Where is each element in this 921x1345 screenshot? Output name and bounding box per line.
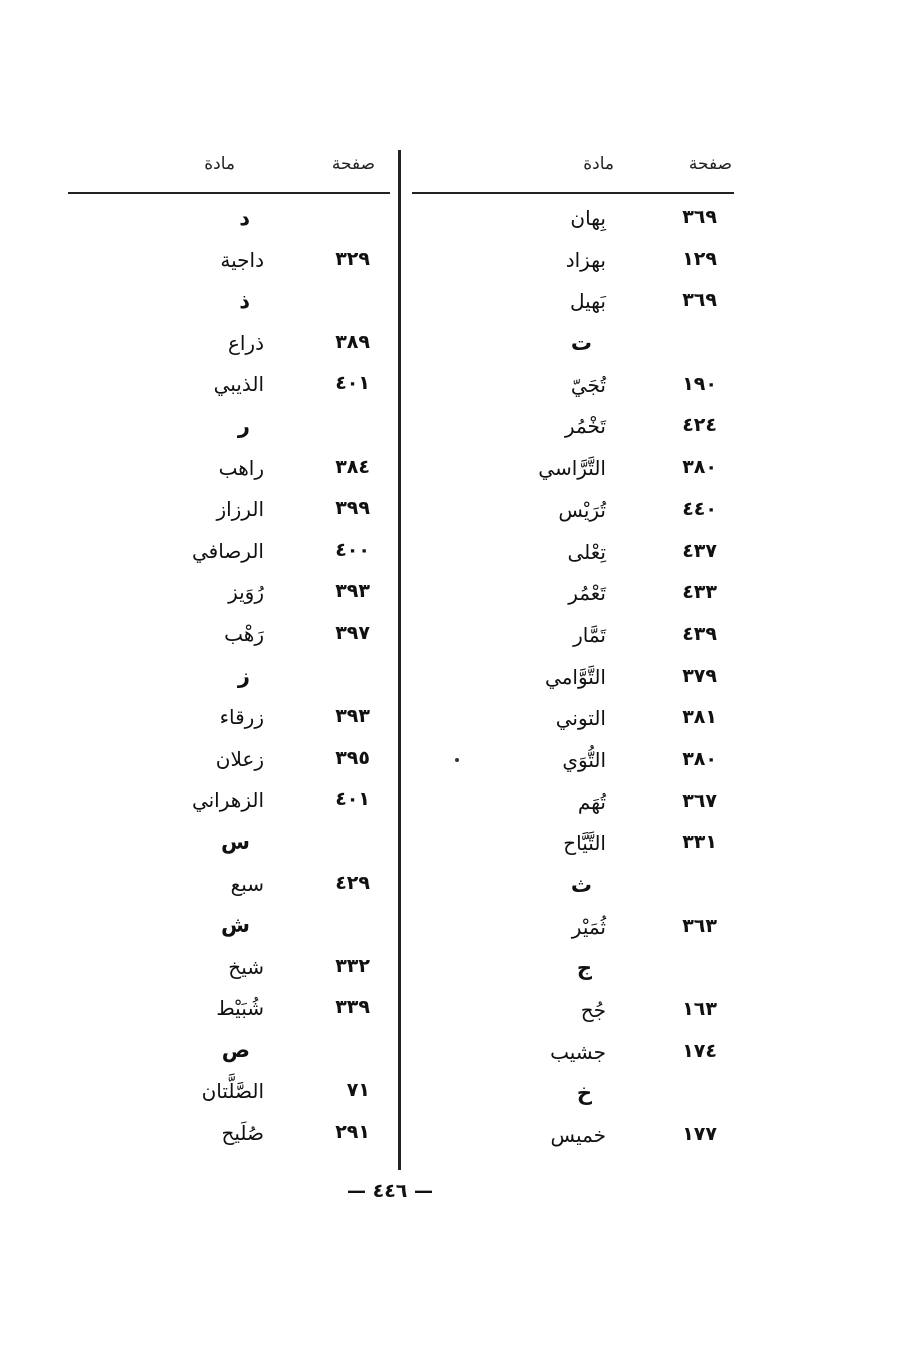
letter-heading-row: [68, 283, 390, 325]
index-entry-row: [412, 784, 734, 826]
letter-heading-row: [412, 1075, 734, 1117]
index-entry-row: [68, 533, 390, 575]
entry-page-number: ٤٢٤: [682, 414, 717, 437]
entry-name: زعلان: [215, 746, 264, 771]
entry-page-number: ٣٨٠: [682, 456, 717, 479]
index-entry-row: [68, 616, 390, 658]
index-entry-row: [68, 1115, 390, 1157]
index-entry-row: [68, 242, 390, 284]
letter-heading-row: [68, 824, 390, 866]
letter-heading-row: [412, 867, 734, 909]
entry-name: تُرَيْس: [558, 497, 606, 522]
index-entry-row: [412, 909, 734, 951]
index-entry-row: [412, 367, 734, 409]
right-column-header: [412, 150, 734, 194]
entry-name: زرقاء: [219, 705, 264, 730]
index-entry-row: [412, 575, 734, 617]
index-entry-row: [412, 242, 734, 284]
index-entry-row: [68, 866, 390, 908]
entry-page-number: ٣٢٩: [335, 247, 370, 270]
index-entry-row: [68, 450, 390, 492]
entry-name: خميس: [550, 1123, 606, 1148]
index-entry-row: [412, 825, 734, 867]
entry-page-number: ٣٨٩: [335, 330, 370, 353]
letter-heading: ز: [237, 663, 250, 688]
index-entry-row: [68, 990, 390, 1032]
letter-heading: ذ: [239, 289, 250, 314]
index-entry-row: [412, 283, 734, 325]
entry-name: الرزاز: [216, 497, 264, 522]
letter-heading: د: [239, 206, 250, 230]
letter-heading-row: [68, 907, 390, 949]
index-entry-row: [412, 450, 734, 492]
entry-page-number: ٤٣٣: [682, 581, 717, 604]
index-entry-row: [412, 659, 734, 701]
entry-name: ذراع: [227, 330, 264, 355]
entry-name: داجية: [220, 247, 264, 272]
entry-name: تَخْمُر: [564, 414, 606, 439]
index-entry-row: [68, 949, 390, 991]
index-entry-row: [412, 1117, 734, 1159]
entry-page-number: ٢٩١: [335, 1121, 370, 1144]
entry-page-number: ١٧٧: [682, 1123, 717, 1146]
entry-name: تُجَيّ: [570, 372, 606, 397]
entry-page-number: ٣٨٤: [335, 455, 370, 478]
entry-name: تَعْمُر: [568, 581, 606, 606]
index-entry-row: [412, 534, 734, 576]
entry-page-number: ٣٩٥: [335, 746, 370, 769]
index-entry-row: [68, 491, 390, 533]
entry-page-number: ٤٠١: [335, 372, 370, 395]
entry-name: رَهْب: [224, 621, 264, 646]
entry-name: بِهان: [570, 206, 606, 230]
entry-name: تُهَم: [577, 789, 606, 814]
index-entry-row: [68, 325, 390, 367]
column-divider: [398, 150, 401, 1170]
entry-name: جشيب: [550, 1039, 606, 1064]
entry-name: الزهراني: [191, 788, 264, 813]
letter-heading-row: [412, 325, 734, 367]
letter-heading: خ: [576, 1081, 592, 1106]
letter-heading-row: [68, 408, 390, 450]
entry-page-number: ٣٩٣: [335, 705, 370, 728]
index-entry-row: [412, 742, 734, 784]
letter-heading: ش: [221, 913, 250, 938]
index-entry-row: [412, 1034, 734, 1076]
entry-page-number: ٤٢٩: [335, 871, 370, 894]
entry-name: التوني: [555, 706, 606, 731]
index-entry-row: [68, 574, 390, 616]
entry-name: ثُمَيْر: [571, 914, 606, 939]
index-entry-row: [68, 366, 390, 408]
entry-name: تِعْلى: [567, 539, 606, 564]
right-index-column: [412, 150, 734, 1159]
entry-page-number: ٣٩٩: [335, 497, 370, 520]
page-header-label: صفحة: [331, 154, 375, 174]
index-entry-row: [68, 699, 390, 741]
index-entry-row: [412, 408, 734, 450]
entry-page-number: ٧١: [346, 1079, 370, 1102]
entry-page-number: ٣٩٧: [335, 621, 370, 644]
letter-heading: ث: [570, 873, 592, 897]
scan-speck: [455, 758, 459, 762]
entry-name: الصَّلَّتان: [201, 1079, 264, 1104]
left-index-column: [68, 150, 390, 1157]
index-entry-row: [412, 492, 734, 534]
letter-heading: ت: [570, 331, 592, 356]
letter-heading-row: [68, 200, 390, 242]
entry-page-number: ٣٣١: [682, 831, 717, 854]
entry-page-number: ٣٣٩: [335, 996, 370, 1019]
entry-page-number: ١٩٠: [682, 372, 717, 395]
entry-name: شيخ: [228, 954, 264, 979]
entry-name: تَمَّار: [573, 622, 606, 647]
left-index-list: [68, 200, 390, 1157]
right-index-list: [412, 200, 734, 1159]
entry-page-number: ٣٦٧: [682, 789, 717, 812]
index-entry-row: [412, 992, 734, 1034]
letter-heading: ج: [576, 956, 592, 981]
left-column-header: [68, 150, 390, 194]
letter-heading-row: [412, 950, 734, 992]
entry-name: التَّيَّاح: [563, 831, 606, 856]
index-entry-row: [412, 200, 734, 242]
letter-heading: ر: [237, 413, 250, 438]
entry-name: الرصافي: [192, 538, 264, 563]
entry-page-number: ٣٩٣: [335, 580, 370, 603]
page-header-label: صفحة: [688, 154, 732, 174]
entry-name: جُح: [580, 998, 606, 1023]
entry-page-number: ١٦٣: [682, 998, 717, 1021]
entry-name: التَّرَّاسي: [538, 456, 606, 481]
entry-page-number: ٣٣٢: [335, 954, 370, 977]
entry-page-number: ٤٤٠: [682, 497, 717, 520]
entry-name: شُبَيْط: [216, 996, 264, 1021]
entry-page-number: ٤٣٩: [682, 622, 717, 645]
entry-name: صُلَيح: [221, 1121, 264, 1146]
index-entry-row: [412, 700, 734, 742]
index-entry-row: [68, 741, 390, 783]
entry-header-label: مادة: [583, 154, 614, 174]
letter-heading-row: [68, 658, 390, 700]
index-entry-row: [68, 782, 390, 824]
entry-page-number: ٤٣٧: [682, 539, 717, 562]
entry-name: بَهيل: [570, 289, 606, 314]
entry-page-number: ١٧٤: [682, 1039, 717, 1062]
index-entry-row: [412, 617, 734, 659]
letter-heading: ص: [221, 1037, 250, 1062]
page-number: — ٤٤٦ —: [346, 1180, 434, 1202]
entry-name: التَّوَّامي: [545, 664, 606, 689]
entry-name: راهب: [218, 455, 264, 480]
entry-page-number: ٤٠١: [335, 788, 370, 811]
entry-page-number: ٤٠٠: [335, 538, 370, 561]
entry-page-number: ٣٨١: [682, 706, 717, 729]
entry-name: رُوَيز: [228, 580, 264, 605]
entry-page-number: ٣٧٩: [682, 664, 717, 687]
entry-header-label: مادة: [204, 154, 235, 174]
letter-heading: س: [221, 829, 250, 854]
entry-name: سبع: [230, 871, 264, 896]
entry-page-number: ٣٦٣: [682, 914, 717, 937]
entry-name: الذيبي: [213, 372, 264, 397]
entry-page-number: ٣٦٩: [682, 206, 717, 228]
index-entry-row: [68, 1073, 390, 1115]
entry-page-number: ٣٨٠: [682, 747, 717, 770]
letter-heading-row: [68, 1032, 390, 1074]
entry-page-number: ١٢٩: [682, 247, 717, 270]
entry-name: بهزاد: [565, 247, 606, 272]
entry-page-number: ٣٦٩: [682, 289, 717, 312]
entry-name: التُّوَي: [562, 747, 606, 772]
